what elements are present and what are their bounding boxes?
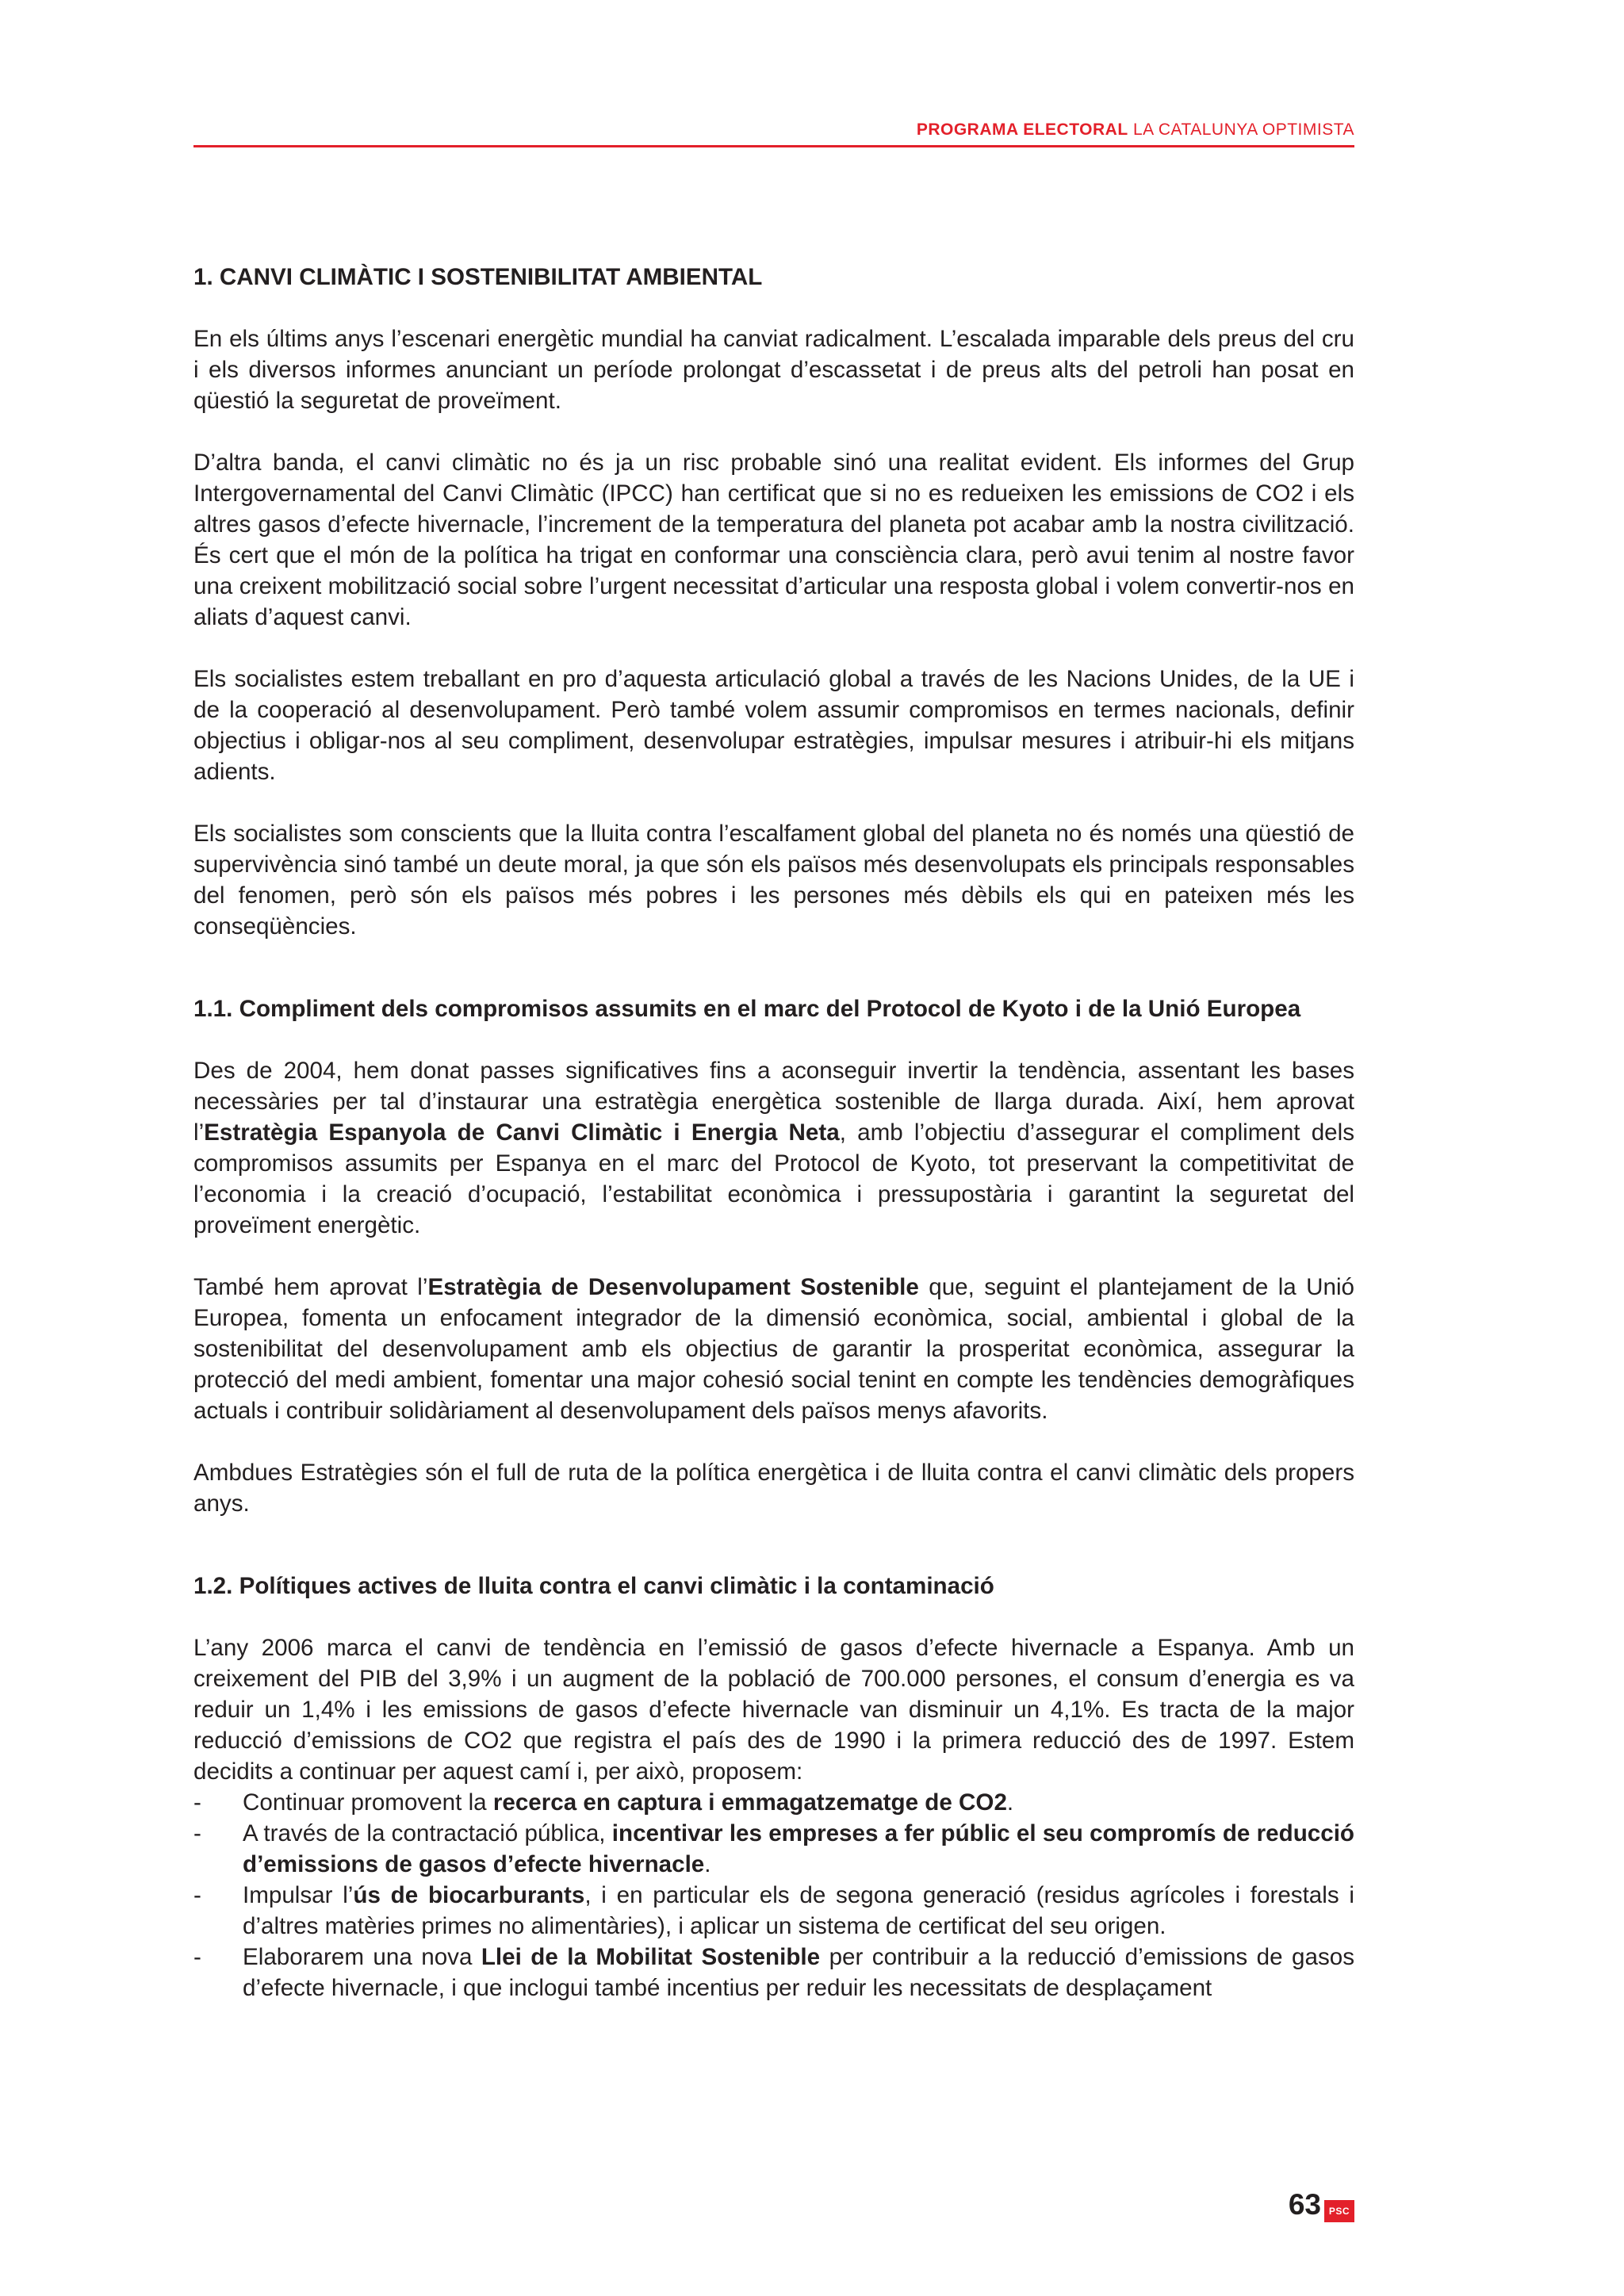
text-run: Impulsar l’ (243, 1882, 354, 1908)
list-item (193, 1787, 1354, 1818)
proposal-list (193, 1787, 1354, 2003)
bold-text: ús de biocarburants (353, 1882, 585, 1908)
list-item (193, 1880, 1354, 1942)
text-run: que, seguint el plantejament de la Unió Europea, fomenta un enfocament integrador de la dimensió econòmica, social, ambiental i global de la sostenibilitat del desenvolupament amb els objectius de garantir la prosperitat econòmica, assegurar la protecció del medi ambient, fomentar una major cohesió social tenint en compte les tendències demogràfiques actuals i contribuir solidàriament al desenvolupament dels països menys afavorits. (193, 1274, 1354, 1424)
subsection-paragraph: Ambdues Estratègies són el full de ruta de la política energètica i de lluita contra el canvi climàtic dels propers anys. (193, 1460, 1354, 1517)
dash-bullet: - (193, 1789, 201, 1816)
section-title: 1. CANVI CLIMÀTIC I SOSTENIBILITAT AMBIENTAL (193, 264, 763, 290)
subsection-title: 1.2. Polítiques actives de lluita contra el canvi climàtic i la contaminació (193, 1573, 994, 1599)
text-run: . (1006, 1789, 1014, 1816)
page-number: 63 (1288, 2188, 1321, 2221)
page-header (193, 117, 1354, 147)
subsection-title: 1.1. Compliment dels compromisos assumits en el marc del Protocol de Kyoto i de la Unió Europea (193, 996, 1301, 1022)
text-run: , i en particular els de segona generació (residus agrícoles i forestals i d’altres matèries primes no alimentàries), i aplicar un sistema de certificat del seu origen. (243, 1882, 1354, 1939)
section-paragraph: D’altra banda, el canvi climàtic no és ja un risc probable sinó una realitat evident. Els informes del Grup Intergovernamental del Canvi Climàtic (IPCC) han certificat que si no es redueixen les emissions de CO2 i els altres gasos d’efecte hivernacle, l’increment de la temperatura del planeta pot acabar amb la nostra civilització. És cert que el món de la política ha trigat en conformar una consciència clara, però avui tenim al nostre favor una creixent mobilització social sobre l’urgent necessitat d’articular una resposta global i volem convertir-nos en aliats d’aquest canvi. (193, 450, 1354, 630)
page-footer (1289, 2187, 1354, 2223)
dash-bullet: - (193, 1820, 201, 1846)
bold-text: Llei de la Mobilitat Sostenible (481, 1944, 821, 1970)
text-run: A través de la contractació pública, (243, 1820, 612, 1846)
header-rule (193, 145, 1354, 147)
bold-text: Estratègia Espanyola de Canvi Climàtic i Energia Neta (204, 1119, 840, 1146)
text-run: També hem aprovat l’ (193, 1274, 428, 1300)
bold-text: incentivar les empreses a fer públic el seu compromís de reducció d’emissions de gasos d’efecte hivernacle (243, 1820, 1354, 1877)
logo-text: PSC (1328, 2206, 1350, 2217)
subsection-paragraph: L’any 2006 marca el canvi de tendència en l’emissió de gasos d’efecte hivernacle a Espanya. Amb un creixement del PIB del 3,9% i un augment de la població de 700.000 persones, el consum d’energia es va reduir un 1,4% i les emissions de gasos d’efecte hivernacle van disminuir un 4,1%. Es tracta de la major reducció d’emissions de CO2 que registra el país des de 1990 i la primera reducció des de 1997. Estem decidits a continuar per aquest camí i, per això, proposem: (193, 1635, 1354, 1785)
subsection-paragraph (193, 1272, 1354, 1426)
text-run: Continuar promovent la (243, 1789, 493, 1816)
page-body (193, 262, 1354, 2003)
section-paragraph: Els socialistes estem treballant en pro d’aquesta articulació global a través de les Nacions Unides, de la UE i de la cooperació al desenvolupament. Però també volem assumir compromisos en termes nacionals, definir objectius i obligar-nos al seu compliment, desenvolupar estratègies, impulsar mesures i atribuir-hi els mitjans adients. (193, 666, 1354, 785)
text-run: , amb l’objectiu d’assegurar el compliment dels compromisos assumits per Espanya en el marc del Protocol de Kyoto, tot preservant la competitivitat de l’economia i la creació d’ocupació, l’estabilitat econòmica i pressupostària i garantint la seguretat del proveïment energètic. (193, 1119, 1355, 1238)
header-title-rest: LA CATALUNYA OPTIMISTA (1128, 121, 1354, 139)
dash-bullet: - (193, 1944, 201, 1970)
dash-bullet: - (193, 1882, 201, 1908)
text-run: . (704, 1851, 711, 1877)
running-header (917, 121, 1354, 140)
text-run: per contribuir a la reducció d’emissions de gasos d’efecte hivernacle, i que inclogui també incentius per reduir les necessitats de desplaçament (243, 1944, 1355, 2001)
section-paragraph: En els últims anys l’escenari energètic mundial ha canviat radicalment. L’escalada imparable dels preus del cru i els diversos informes anunciant un període prolongat d’escassetat i de preus alts del petroli han posat en qüestió la seguretat de proveïment. (193, 326, 1354, 414)
subsection-paragraph (193, 1055, 1354, 1241)
bold-text: recerca en captura i emmagatzematge de CO2 (492, 1789, 1007, 1816)
list-item (193, 1818, 1354, 1880)
list-item (193, 1942, 1354, 2003)
psc-logo (1324, 2200, 1354, 2222)
header-title-bold: PROGRAMA ELECTORAL (916, 121, 1128, 139)
bold-text: Estratègia de Desenvolupament Sostenible (427, 1274, 919, 1300)
section-paragraph: Els socialistes som conscients que la lluita contra l’escalfament global del planeta no és només una qüestió de supervivència sinó també un deute moral, ja que són els països més desenvolupats els principals responsables del fenomen, però són els països més pobres i les persones més dèbils els qui en pateixen més les conseqüències. (193, 821, 1354, 939)
text-run: Elaborarem una nova (243, 1944, 481, 1970)
text-run: Des de 2004, hem donat passes significatives fins a aconseguir invertir la tendència, assentant les bases necessàries per tal d’instaurar una estratègia energètica sostenible de llarga durada. Així, hem aprovat l’ (193, 1058, 1354, 1146)
